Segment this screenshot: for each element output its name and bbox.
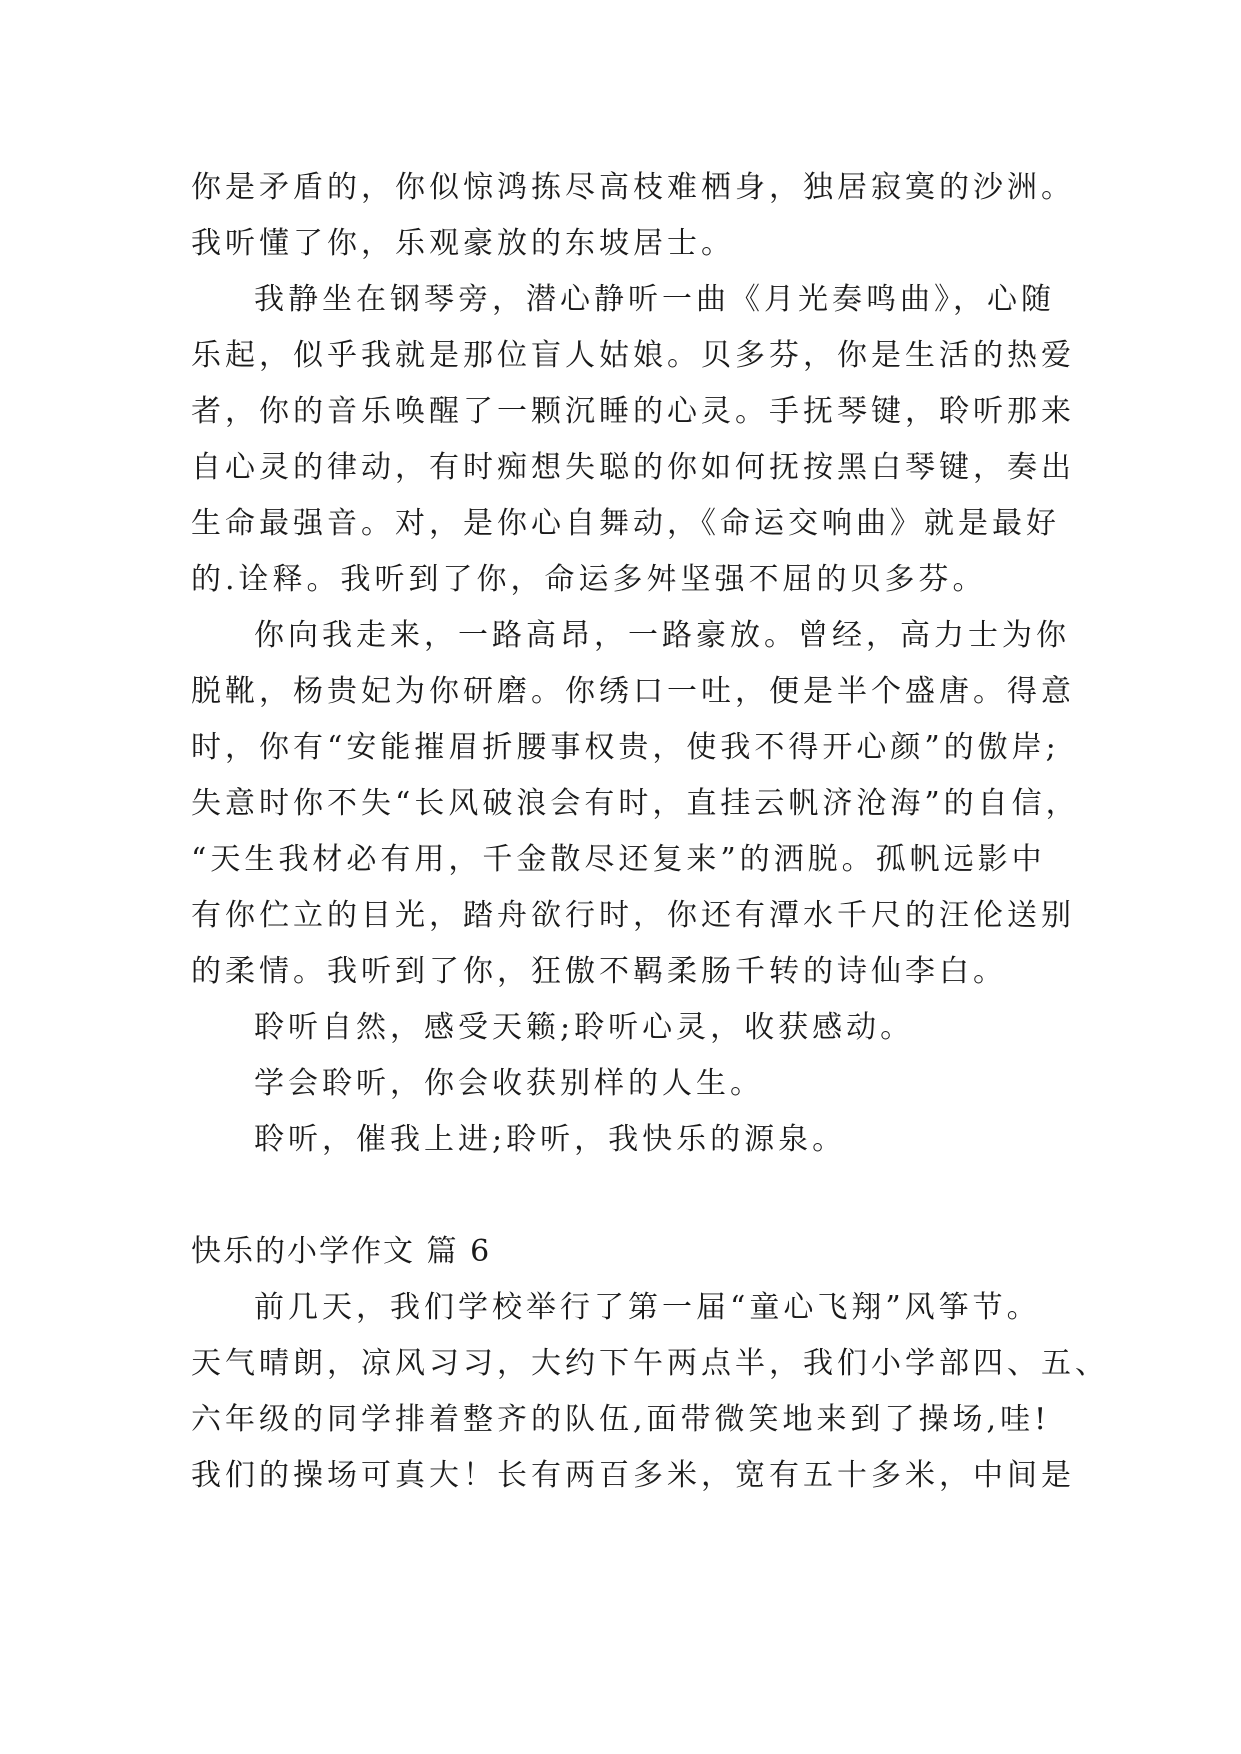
text-line: 生命最强音。对，是你心自舞动，《命运交响曲》就是最好 [191,506,1060,541]
text-line: “天生我材必有用，千金散尽还复来”的洒脱。孤帆远影中 [191,842,1046,877]
text-line: 我听懂了你，乐观豪放的东坡居士。 [191,226,735,261]
text-line: 聆听自然，感受天籁;聆听心灵，收获感动。 [254,1010,915,1045]
text-line: 聆听，催我上进;聆听，我快乐的源泉。 [254,1122,847,1157]
text-line: 的.诠释。我听到了你，命运多舛坚强不屈的贝多芬。 [191,562,987,597]
text-line: 的柔情。我听到了你，狂傲不羁柔肠千转的诗仙李白。 [191,954,1007,989]
section-heading: 快乐的小学作文 篇 6 [191,1234,492,1269]
text-line: 失意时你不失“长风破浪会有时，直挂云帆济沧海”的自信， [191,786,1080,821]
text-line: 乐起，似乎我就是那位盲人姑娘。贝多芬，你是生活的热爱 [191,338,1075,373]
text-line: 你向我走来，一路高昂，一路豪放。曾经，高力士为你 [254,618,1070,653]
text-line: 你是矛盾的，你似惊鸿拣尽高枝难栖身，独居寂寞的沙洲。 [191,170,1075,205]
text-line: 我们的操场可真大！长有两百多米，宽有五十多米，中间是 [191,1458,1075,1493]
text-line: 自心灵的律动，有时痴想失聪的你如何抚按黑白琴键，奏出 [191,450,1075,485]
text-line: 脱靴，杨贵妃为你研磨。你绣口一吐，便是半个盛唐。得意 [191,674,1075,709]
text-line: 时，你有“安能摧眉折腰事权贵，使我不得开心颜”的傲岸; [191,730,1060,765]
text-line: 有你伫立的目光，踏舟欲行时，你还有潭水千尺的汪伦送别 [191,898,1075,933]
text-line: 学会聆听，你会收获别样的人生。 [254,1066,764,1101]
text-line: 天气晴朗，凉风习习，大约下午两点半，我们小学部四、五、 [191,1346,1109,1381]
text-line: 前几天，我们学校举行了第一届“童心飞翔”风筝节。 [254,1290,1041,1325]
text-line: 者，你的音乐唤醒了一颗沉睡的心灵。手抚琴键，聆听那来 [191,394,1075,429]
text-line: 我静坐在钢琴旁，潜心静听一曲《月光奏鸣曲》，心随 [254,282,1055,317]
text-line: 六年级的同学排着整齐的队伍,面带微笑地来到了操场,哇! [191,1402,1051,1437]
